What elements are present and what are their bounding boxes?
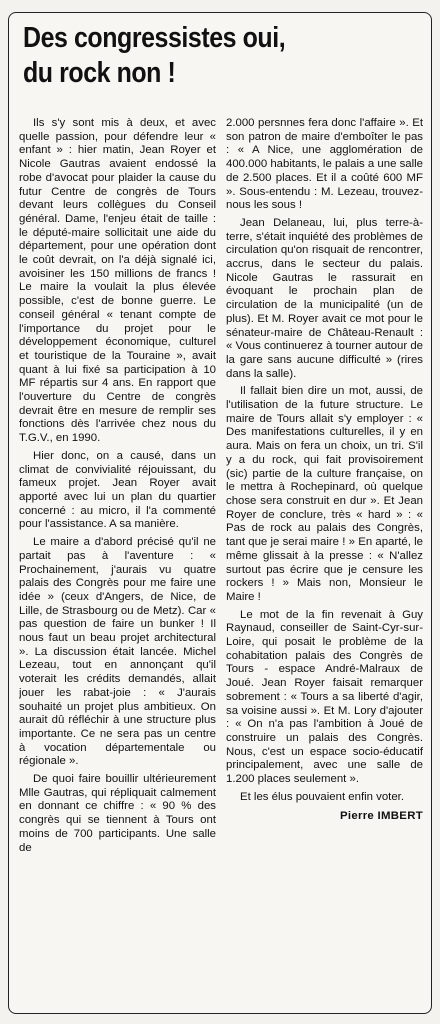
- paragraph: Le maire a d'abord précisé qu'il ne partait pas à l'aventure : « Prochainement, j'aurais vu quatre palais des Congrès pour me faire une idée » (ceux d'Angers, de Nice, de Lille, de Strasbourg ou de Metz). Car « pas question de faire un bunker ! Il nous faut un beau projet architectural ». La discussion était lancée. Michel Lezeau, tout en annonçant qu'il voterait les crédits demandés, allait jouer les rabat-joie : « J'aurais souhaité un projet plus ambitieux. On aurait dû réfléchir à une structure plus importante. Ce ne sera pas un centre à vocation départementale ou régionale ».: [19, 536, 216, 768]
- paragraph: De quoi faire bouillir ultérieurement Mlle Gautras, qui répliquait calmement en donnant ce chiffre : « 90 % des congrès qui se tiennent à Tours ont moins de 700 participants. Une salle de: [19, 773, 216, 854]
- column-left: [19, 117, 216, 1007]
- paragraph: 2.000 persnnes fera donc l'affaire ». Et son patron de maire d'emboîter le pas : « A Nice, une agglomération de 400.000 habitants, le palais a une salle de 2.500 places. Et il a coûté 600 MF ». Sous-entendu : M. Lezeau, trouvez-nous les sous !: [226, 117, 423, 212]
- column-right: [226, 117, 423, 1007]
- article-headline: [23, 21, 427, 91]
- paragraph: Ils s'y sont mis à deux, et avec quelle passion, pour défendre leur « enfant » : hier matin, Jean Royer et Nicole Gautras avaient endossé la robe d'avocat pour plaider la cause du futur Centre de congrès de Tours devant leurs collègues du Conseil général. Dame, l'enjeu était de taille : le député-maire sollicitait une aide du département, pour une opération dont le coût devrait, on l'a déjà signalé ici, avoisiner les 150 millions de francs ! Le maire la voulait la plus élevée possible, c'est de bonne guerre. Le conseil général « tenant compte de l'importance du projet pour le développement économique, culturel et touristique de la Touraine », avait quant à lui fixé sa participation à 10 MF répartis sur 4 ans. En rapport que l'ouverture du Centre de congrès devrait être en mesure de remplir ses fonctions dès l'arrivée chez nous du T.G.V., en 1990.: [19, 117, 216, 445]
- headline-line-1: Des congressistes oui,: [23, 22, 286, 54]
- article-body: [19, 117, 423, 1007]
- paragraph: Jean Delaneau, lui, plus terre-à-terre, s'était inquiété des problèmes de circulation qu'on risquait de rencontrer, accrus, dans le secteur du palais. Nicole Gautras le rassurait en évoquant le prochain plan de circulation de la municipalité (un de plus). Et M. Royer avait ce mot pour le sénateur-maire de Château-Renault : « Vous continuerez à tourner autour de la gare sans aucune difficulté » (rires dans la salle).: [226, 216, 423, 380]
- paragraph: Hier donc, on a causé, dans un climat de convivialité réjouissant, du fameux projet. Jean Royer avait apporté avec lui un plan du quartier concerné : au micro, il l'a commenté pour l'assistance. A sa manière.: [19, 449, 216, 531]
- paragraph: Et les élus pouvaient enfin voter.: [240, 790, 405, 803]
- paragraph: Il fallait bien dire un mot, aussi, de l'utilisation de la future structure. Le maire de Tours allait s'y employer : « Des manifestations culturelles, il y en aura. Mais on fera un choix, un tri. S'il y a du rock, qui fait provisoirement (sic) partie de la culture française, on le mettra à Rochepinard, où quelque chose sera construit en dur ». Et Jean Royer de conclure, très « hard » : « Pas de rock au palais des Congrès, tant que je serai maire ! » En aparté, le même glissait à la presse : « N'allez surtout pas écrire que je censure les rockers ! » Mais non, Monsieur le Maire !: [226, 385, 423, 603]
- headline-line-2: du rock non !: [23, 57, 176, 89]
- article-frame: [8, 12, 432, 1014]
- paragraph: Le mot de la fin revenait à Guy Raynaud, conseiller de Saint-Cyr-sur-Loire, qui posait le problème de la cohabitation palais des Congrès de Tours - espace André-Malraux de Joué. Jean Royer faisait remarquer sobrement : « Tours a sa liberté d'agir, sa voisine aussi ». Et M. Lory d'ajouter : « On n'a pas l'ambition à Joué de construire un palais des Congrès. Nous, c'est un espace socio-éducatif principalement, avec une salle de 1.200 places seulement ».: [226, 608, 423, 786]
- author-signature: Pierre IMBERT: [339, 810, 423, 823]
